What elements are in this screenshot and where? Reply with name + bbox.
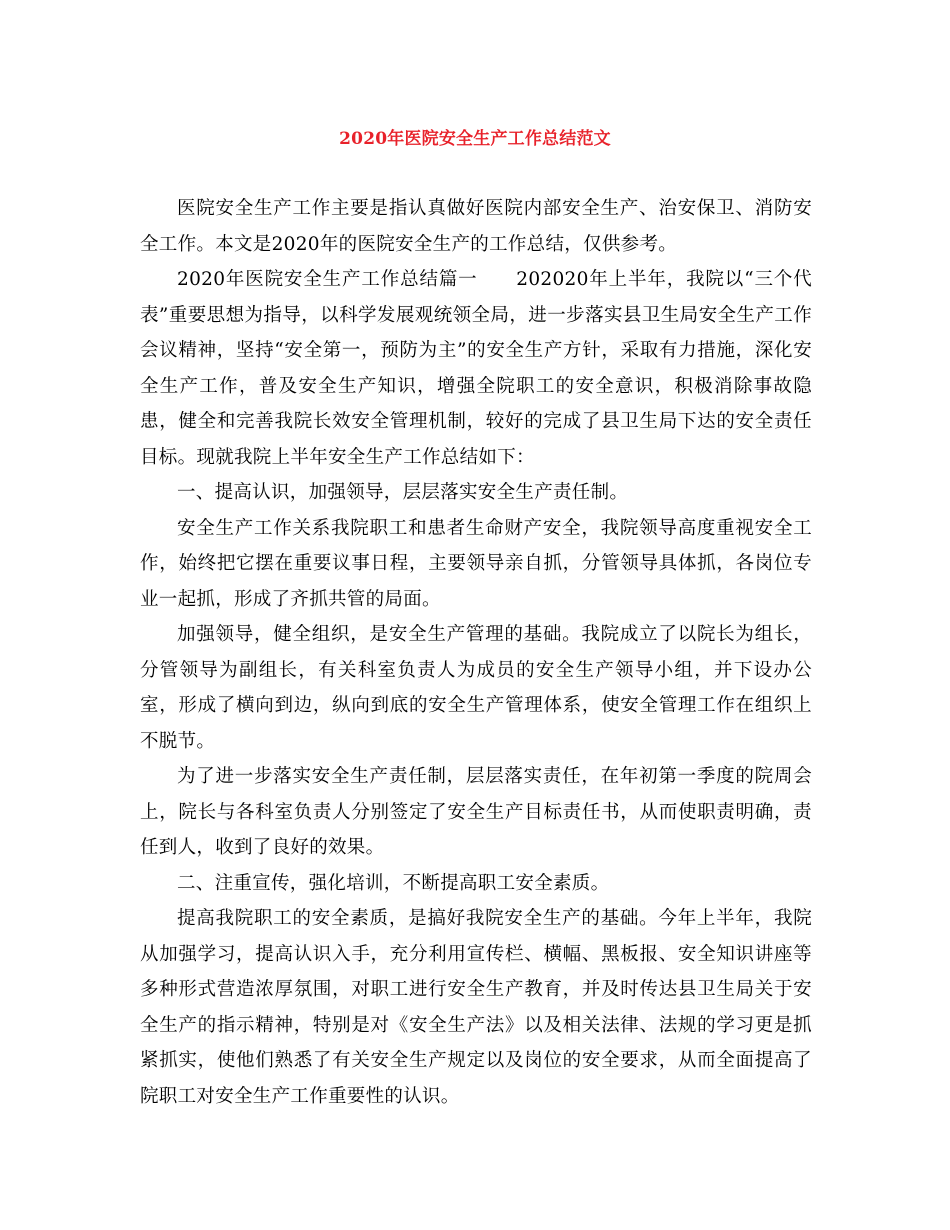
paragraph-part-one-opening: 2020年医院安全生产工作总结篇一 202020年上半年，我院以“三个代表”重要思想为指导，以科学发展观统领全局，进一步落实县卫生局安全生产工作会议精神，坚持“安全第一，预防为主”的安全生产方针，采取有力措施，深化安全生产工作，普及安全生产知识，增强全院职工的安全意识，积极消除事故隐患，健全和完善我院长效安全管理机制，较好的完成了县卫生局下达的安全责任目标。现就我院上半年安全生产工作总结如下： [140, 269, 812, 468]
paragraph-responsibility: 为了进一步落实安全生产责任制，层层落实责任，在年初第一季度的院周会上，院长与各科室负责人分别签定了安全生产目标责任书，从而使职责明确，责任到人，收到了良好的效果。 [140, 766, 812, 858]
document-title: 2020年医院安全生产工作总结范文 [339, 129, 611, 149]
document-body [140, 191, 812, 1114]
paragraph-organization: 加强领导，健全组织，是安全生产管理的基础。我院成立了以院长为组长，分管领导为副组长，有关科室负责人为成员的安全生产领导小组，并下设办公室，形成了横向到边，纵向到底的安全生产管理体系，使安全管理工作在组织上不脱节。 [140, 624, 812, 752]
section-heading-1: 一、提高认识，加强领导，层层落实安全生产责任制。 [177, 482, 629, 503]
paragraph-intro: 医院安全生产工作主要是指认真做好医院内部安全生产、治安保卫、消防安全工作。本文是2020年的医院安全生产的工作总结，仅供参考。 [140, 198, 812, 255]
section-heading-2: 二、注重宣传，强化培训，不断提高职工安全素质。 [177, 872, 610, 894]
paragraph-leadership: 安全生产工作关系我院职工和患者生命财产安全，我院领导高度重视安全工作，始终把它摆在重要议事日程，主要领导亲自抓，分管领导具体抓，各岗位专业一起抓，形成了齐抓共管的局面。 [140, 517, 812, 610]
paragraph-training: 提高我院职工的安全素质，是搞好我院安全生产的基础。今年上半年，我院从加强学习，提高认识入手，充分利用宣传栏、横幅、黑板报、安全知识讲座等多种形式营造浓厚氛围，对职工进行安全生产教育，并及时传达县卫生局关于安全生产的指示精神，特别是对《安全生产法》以及相关法律、法规的学习更是抓紧抓实，使他们熟悉了有关安全生产规定以及岗位的安全要求，从而全面提高了院职工对安全生产工作重要性的认识。 [140, 908, 812, 1107]
